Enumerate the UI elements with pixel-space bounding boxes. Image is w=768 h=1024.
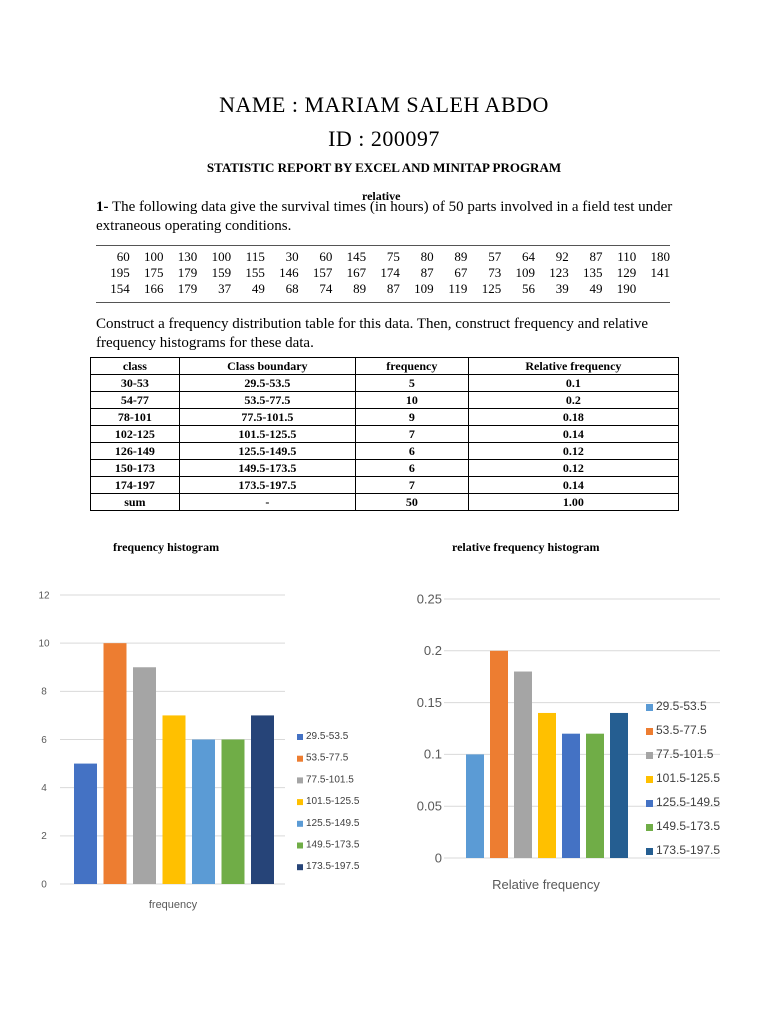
frequency-histogram-title: frequency histogram [113, 540, 220, 554]
data-value: 60 [116, 249, 130, 264]
table-cell: 5 [355, 375, 468, 392]
table-row [91, 409, 679, 426]
table-cell: 126-149 [91, 443, 180, 460]
data-value: 73 [488, 265, 502, 280]
legend-entry: 173.5-197.5 [306, 861, 360, 873]
data-value: 146 [279, 265, 299, 280]
data-value: 57 [488, 249, 502, 264]
data-value: 89 [353, 281, 367, 296]
data-value: 75 [386, 249, 400, 264]
data-value: 109 [515, 265, 535, 280]
data-value: 49 [251, 281, 265, 296]
data-value: 39 [555, 281, 569, 296]
data-value: 123 [549, 265, 569, 280]
legend-swatch [646, 704, 653, 711]
table-cell: 78-101 [91, 409, 180, 426]
data-value: 37 [218, 281, 232, 296]
data-value: 89 [454, 249, 468, 264]
y-tick-label: 10 [38, 638, 50, 650]
table-cell: 0.18 [468, 409, 678, 426]
table-cell: 6 [355, 460, 468, 477]
table-body [91, 375, 679, 511]
table-row [91, 477, 679, 494]
legend-swatch [646, 728, 653, 735]
data-value: 195 [110, 265, 130, 280]
legend-swatch [646, 800, 653, 807]
table-header-cell: Relative frequency [468, 358, 678, 375]
table-cell: 101.5-125.5 [179, 426, 355, 443]
student-id: ID : 200097 [328, 126, 440, 151]
table-row [91, 392, 679, 409]
bar-125.5-149.5 [192, 740, 215, 885]
data-row [96, 281, 670, 297]
bar-29.5-53.5 [466, 754, 484, 858]
table-cell: 174-197 [91, 477, 180, 494]
bar-125.5-149.5 [562, 734, 580, 858]
data-value [636, 281, 670, 297]
x-axis-label: frequency [148, 899, 198, 911]
data-value: 67 [454, 265, 468, 280]
bar-53.5-77.5 [490, 651, 508, 858]
legend-swatch [297, 777, 303, 783]
legend-entry: 149.5-173.5 [656, 819, 721, 833]
legend-swatch [646, 824, 653, 831]
data-value: 167 [346, 265, 367, 280]
data-value: 64 [521, 249, 535, 264]
bar-173.5-197.5 [251, 715, 274, 884]
data-value: 190 [616, 281, 637, 296]
bar-149.5-173.5 [586, 734, 604, 858]
data-value: 74 [319, 281, 333, 296]
y-tick-label: 12 [38, 590, 50, 602]
data-value: 179 [177, 265, 198, 280]
legend-swatch [297, 864, 303, 870]
data-value: 145 [346, 249, 367, 264]
table-header-row [91, 358, 679, 375]
legend-swatch [297, 821, 303, 827]
table-cell: 7 [355, 426, 468, 443]
legend-swatch [646, 752, 653, 759]
legend-entry: 149.5-173.5 [306, 839, 360, 851]
data-value: 49 [589, 281, 603, 296]
table-cell: 149.5-173.5 [179, 460, 355, 477]
legend-entry: 29.5-53.5 [656, 699, 707, 713]
table-row [91, 460, 679, 477]
data-value: 100 [144, 249, 164, 264]
legend-entry: 125.5-149.5 [656, 795, 721, 809]
data-value: 115 [245, 249, 265, 264]
table-cell: 150-173 [91, 460, 180, 477]
bar-101.5-125.5 [538, 713, 556, 858]
data-value: 92 [555, 249, 569, 264]
legend-entry: 29.5-53.5 [306, 731, 349, 742]
legend-entry: 53.5-77.5 [306, 752, 349, 764]
data-value: 30 [285, 249, 299, 264]
legend-swatch [297, 799, 303, 805]
table-cell: 6 [355, 443, 468, 460]
legend-entry: 53.5-77.5 [656, 723, 707, 737]
data-value: 159 [211, 265, 232, 280]
data-value: 109 [414, 281, 434, 296]
data-value: 129 [616, 265, 637, 280]
y-tick-label: 0.15 [416, 694, 442, 710]
table-row [91, 494, 679, 511]
table-cell: 0.14 [468, 477, 678, 494]
data-value: 141 [650, 265, 671, 280]
data-row [96, 249, 670, 265]
report-title: STATISTIC REPORT BY EXCEL AND MINITAP PROGRAM [206, 160, 562, 175]
table-row [91, 375, 679, 392]
data-value: 80 [420, 249, 434, 264]
relative-histogram-title: relative frequency histogram [452, 540, 600, 554]
y-tick-label: 4 [41, 783, 47, 794]
problem-text: The following data give the survival times (in hours) of 50 parts involved in a field test under extraneous operating conditions. [96, 199, 673, 234]
data-value: 100 [211, 249, 232, 264]
table-cell: 7 [355, 477, 468, 494]
data-value: 125 [481, 281, 502, 296]
data-top-rule [96, 245, 670, 246]
legend-entry: 77.5-101.5 [306, 774, 354, 786]
table-cell: 9 [355, 409, 468, 426]
legend-swatch [297, 734, 303, 740]
data-value: 68 [285, 281, 299, 296]
data-value: 130 [177, 249, 198, 264]
table-header-cell: Class boundary [179, 358, 355, 375]
y-tick-label: 0 [41, 879, 47, 891]
bar-53.5-77.5 [104, 643, 127, 884]
frequency-table [90, 357, 679, 511]
bar-101.5-125.5 [163, 715, 186, 884]
table-cell: 10 [355, 392, 468, 409]
y-tick-label: 8 [41, 686, 47, 698]
table-cell: 173.5-197.5 [179, 477, 355, 494]
y-tick-label: 6 [41, 734, 47, 746]
data-value: 87 [420, 265, 434, 280]
data-value: 174 [380, 265, 400, 280]
data-row [96, 265, 670, 281]
table-cell: 54-77 [91, 392, 180, 409]
table-cell: 0.14 [468, 426, 678, 443]
table-row [91, 443, 679, 460]
y-tick-label: 0.1 [423, 746, 442, 762]
table-cell: 29.5-53.5 [179, 375, 355, 392]
table-cell: 77.5-101.5 [179, 409, 355, 426]
data-value: 135 [582, 265, 603, 280]
data-bottom-rule [96, 302, 670, 303]
data-value: 87 [589, 249, 603, 264]
legend-entry: 173.5-197.5 [656, 843, 721, 857]
relative-frequency-histogram-chart [400, 580, 730, 910]
data-value: 60 [319, 249, 333, 264]
table-row [91, 426, 679, 443]
table-cell: 30-53 [91, 375, 180, 392]
overlay-word: relative [362, 189, 401, 203]
y-tick-label: 0.05 [416, 798, 442, 814]
bar-173.5-197.5 [610, 713, 628, 858]
y-tick-label: 2 [41, 831, 47, 843]
data-value: 56 [521, 281, 535, 296]
table-cell: 53.5-77.5 [179, 392, 355, 409]
data-value: 175 [144, 265, 164, 280]
data-value: 179 [177, 281, 198, 296]
table-cell: 125.5-149.5 [179, 443, 355, 460]
instruction-text: Construct a frequency distribution table for this data. Then, construct frequency and relative frequency histograms for these data. [96, 316, 649, 351]
bar-29.5-53.5 [74, 764, 97, 884]
table-cell: 50 [355, 494, 468, 511]
data-value: 166 [144, 281, 164, 296]
y-tick-label: 0.2 [423, 643, 442, 659]
frequency-histogram-chart [30, 578, 380, 918]
student-name: NAME : MARIAM SALEH ABDO [219, 92, 549, 117]
data-value: 180 [650, 249, 671, 264]
legend-swatch [646, 848, 653, 855]
legend-entry: 77.5-101.5 [656, 747, 714, 761]
table-cell: 0.12 [468, 460, 678, 477]
legend-entry: 125.5-149.5 [306, 817, 360, 829]
data-value: 154 [110, 281, 130, 296]
table-cell: 0.2 [468, 392, 678, 409]
legend-swatch [297, 843, 303, 849]
data-value: 157 [312, 265, 333, 280]
bar-77.5-101.5 [133, 667, 156, 884]
data-value: 110 [617, 249, 637, 264]
data-value: 87 [386, 281, 400, 296]
x-axis-label: Relative frequency [492, 877, 600, 892]
legend-swatch [646, 776, 653, 783]
legend-entry: 101.5-125.5 [306, 796, 360, 808]
table-cell: 1.00 [468, 494, 678, 511]
table-header-cell: class [91, 358, 180, 375]
data-values [96, 249, 670, 297]
problem-number: 1- [96, 199, 109, 215]
table-cell: - [179, 494, 355, 511]
table-cell: 0.12 [468, 443, 678, 460]
table-cell: 102-125 [91, 426, 180, 443]
y-tick-label: 0 [434, 850, 442, 866]
legend-swatch [297, 756, 303, 762]
data-value: 119 [448, 281, 468, 296]
bar-149.5-173.5 [222, 740, 245, 885]
legend-entry: 101.5-125.5 [656, 771, 721, 785]
table-cell: 0.1 [468, 375, 678, 392]
data-value: 155 [245, 265, 265, 280]
bar-77.5-101.5 [514, 672, 532, 858]
table-header-cell: frequency [355, 358, 468, 375]
y-tick-label: 0.25 [416, 591, 442, 607]
table-cell: sum [91, 494, 180, 511]
